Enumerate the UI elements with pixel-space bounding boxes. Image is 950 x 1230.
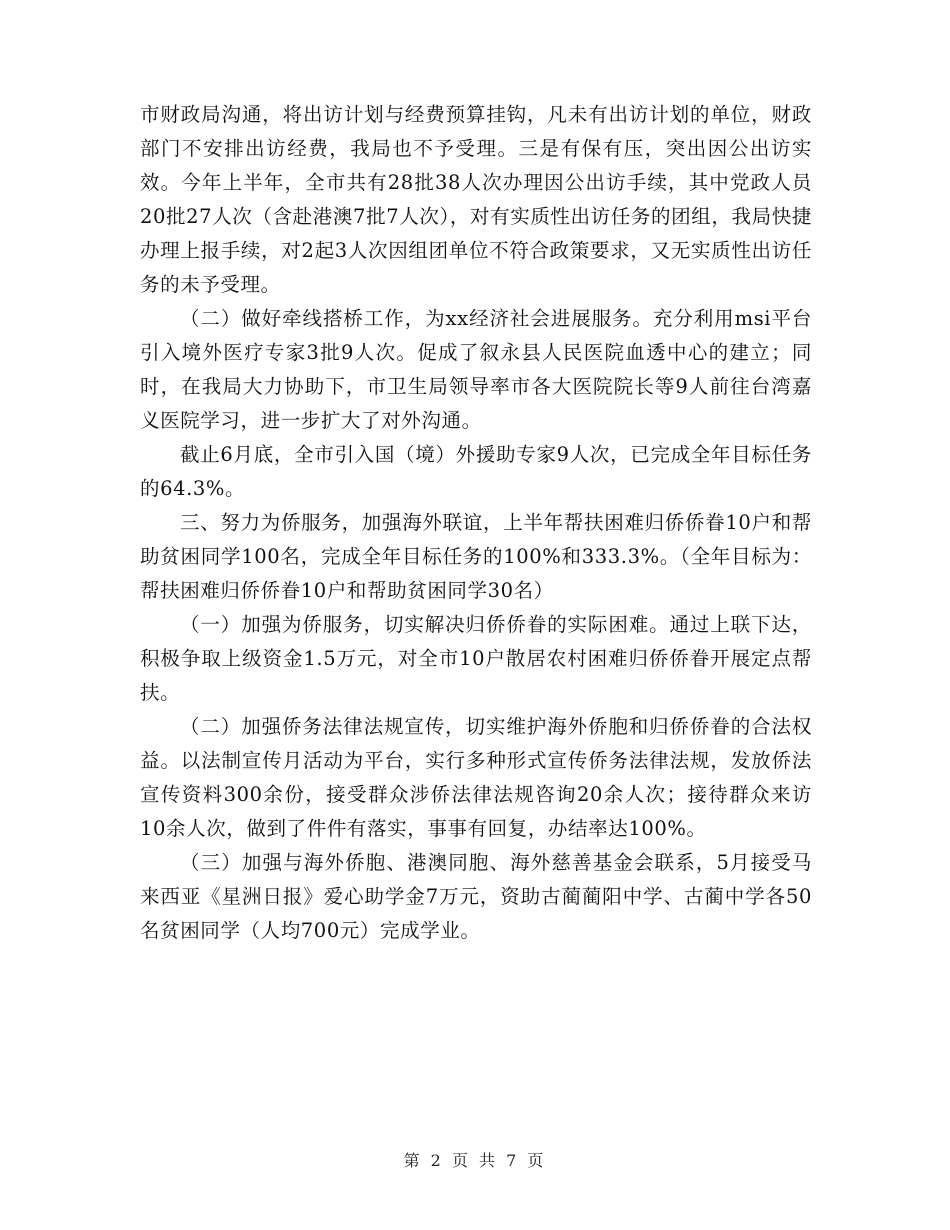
paragraph-overseas-service: 三、努力为侨服务，加强海外联谊，上半年帮扶困难归侨侨眷10户和帮助贫困同学100名，完成全年目标任务的100%和333.3%。（全年目标为：帮扶困难归侨侨眷10户和帮助贫困同学30名） <box>140 511 812 602</box>
paragraph-legal-publicity: （二）加强侨务法律法规宣传，切实维护海外侨胞和归侨侨眷的合法权益。以法制宣传月活动为平台，实行多种形式宣传侨务法律法规，发放侨法宣传资料300余份，接受群众涉侨法律法规咨询20余人次；接待群众来访10余人次，做到了件件有落实，事事有回复，办结率达100%。 <box>140 715 812 840</box>
paragraph-continuation: 市财政局沟通，将出访计划与经费预算挂钩，凡未有出访计划的单位，财政部门不安排出访经费，我局也不予受理。三是有保有压，突出因公出访实效。今年上半年，全市共有28批38人次办理因公出访手续，其中党政人员20批27人次（含赴港澳7批7人次），对有实质性出访任务的团组，我局快捷办理上报手续，对2起3人次因组团单位不符合政策要求，又无实质性出访任务的未予受理。 <box>140 103 812 296</box>
paragraph-overseas-liaison: （三）加强与海外侨胞、港澳同胞、海外慈善基金会联系，5月接受马来西亚《星洲日报》爱心助学金7万元，资助古蔺蔺阳中学、古蔺中学各50名贫困同学（人均700元）完成学业。 <box>140 851 812 942</box>
paragraph-service-difficulties: （一）加强为侨服务，切实解决归侨侨眷的实际困难。通过上联下达，积极争取上级资金1.5万元，对全市10户散居农村困难归侨侨眷开展定点帮扶。 <box>140 613 812 704</box>
document-body <box>140 98 812 948</box>
paragraph-bridge-building: （二）做好牵线搭桥工作，为xx经济社会进展服务。充分利用msi平台引入境外医疗专家3批9人次。促成了叙永县人民医院血透中心的建立；同时，在我局大力协助下，市卫生局领导率市各大医院院长等9人前往台湾嘉义医院学习，进一步扩大了对外沟通。 <box>140 307 812 432</box>
paragraph-experts-progress: 截止6月底，全市引入国（境）外援助专家9人次，已完成全年目标任务的64.3%。 <box>140 443 812 500</box>
page-number-footer: 第 2 页 共 7 页 <box>403 1151 547 1170</box>
